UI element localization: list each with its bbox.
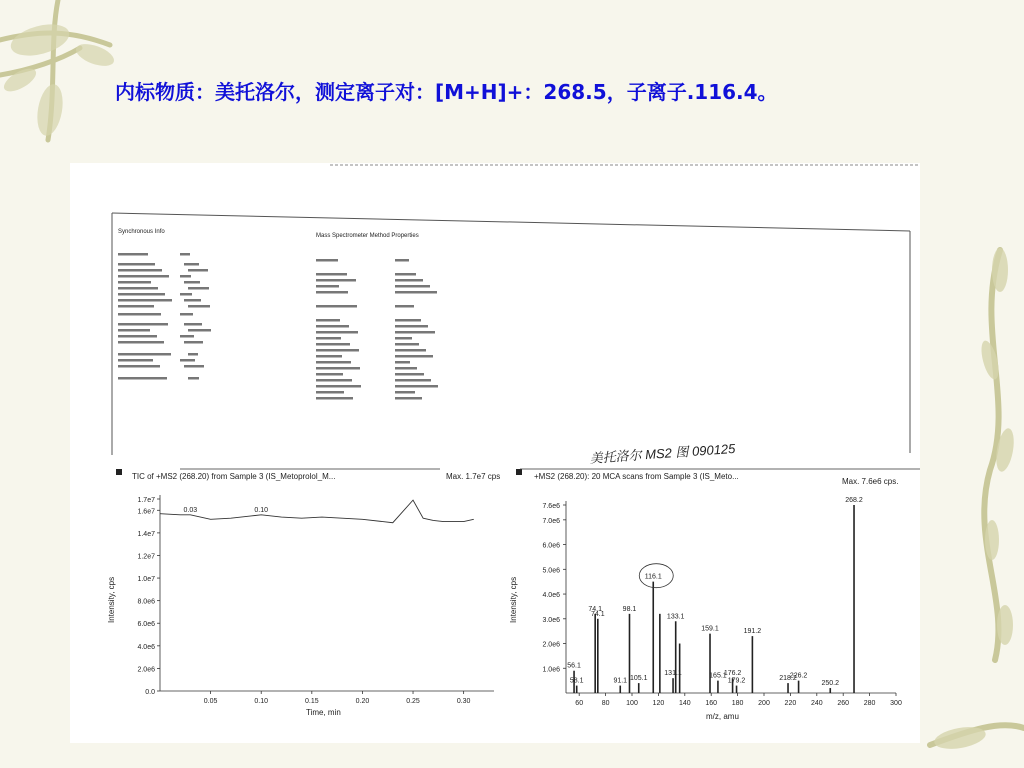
- scan-field-mark: [118, 269, 162, 272]
- scan-field-mark: [180, 313, 193, 316]
- ms2-y-axis-label: Intensity, cps: [509, 576, 518, 623]
- scan-field-mark: [118, 329, 150, 332]
- handwritten-note: 美托洛尔 MS2 图 090125: [589, 440, 736, 466]
- ms2-legend-marker: [516, 469, 522, 475]
- ms2-y-tick-label: 3.0e6: [542, 616, 560, 624]
- scan-field-mark: [184, 341, 203, 344]
- scan-field-rows: [118, 253, 438, 400]
- ms2-y-tick-label: 7.0e6: [542, 517, 560, 525]
- ms2-x-tick-label: 160: [705, 700, 718, 707]
- scan-field-mark: [316, 285, 339, 288]
- scan-field-mark: [316, 331, 358, 334]
- tic-x-tick-label: 0.20: [355, 698, 370, 705]
- scan-field-mark: [395, 291, 437, 294]
- ms2-peak-label: 105.1: [629, 675, 648, 683]
- scan-field-mark: [395, 355, 433, 358]
- scan-field-mark: [118, 359, 153, 362]
- ms2-x-tick-label: 260: [837, 700, 850, 707]
- scanned-report-image: [70, 163, 920, 743]
- scan-field-mark: [180, 335, 194, 338]
- scan-field-mark: [395, 305, 414, 308]
- ms2-peak-label: 91.1: [613, 677, 628, 685]
- ms2-y-tick-label: 6.0e6: [542, 542, 560, 550]
- scan-field-mark: [180, 293, 192, 296]
- scan-field-mark: [316, 361, 351, 364]
- scan-field-mark: [395, 349, 426, 352]
- tic-y-tick-label: 8.0e6: [137, 598, 155, 606]
- ms2-y-tick-label: 7.6e6: [542, 503, 560, 510]
- tic-x-tick-label: 0.30: [456, 698, 471, 705]
- scan-field-mark: [395, 361, 410, 364]
- scan-field-mark: [118, 281, 151, 284]
- ms2-peak-label: 179.2: [727, 677, 746, 685]
- scan-field-mark: [118, 275, 169, 278]
- scan-field-mark: [118, 323, 168, 326]
- scan-field-mark: [395, 331, 435, 334]
- ms2-x-tick-label: 240: [810, 700, 823, 707]
- scan-field-mark: [180, 359, 195, 362]
- scan-field-mark: [316, 397, 353, 400]
- scan-field-mark: [395, 285, 430, 288]
- tic-y-axis-label: Intensity, cps: [107, 576, 116, 623]
- scan-field-mark: [188, 287, 209, 290]
- tic-peak-label: 0.03: [183, 506, 198, 514]
- scan-field-mark: [118, 305, 154, 308]
- scan-field-mark: [188, 269, 208, 272]
- scan-header-right-title: Mass Spectrometer Method Properties: [316, 233, 419, 239]
- scan-field-mark: [316, 259, 338, 262]
- scan-field-mark: [316, 385, 361, 388]
- ms2-peak-label: 131.1: [664, 670, 682, 678]
- tic-y-tick-label: 1.4e7: [137, 530, 155, 538]
- scan-field-mark: [118, 335, 157, 338]
- ms2-x-tick-label: 180: [731, 700, 744, 707]
- scan-field-mark: [395, 337, 412, 340]
- ms2-peak-label: 268.2: [845, 497, 863, 504]
- scan-field-mark: [316, 325, 349, 328]
- scan-field-mark: [316, 379, 352, 382]
- tic-y-tick-label: 1.6e7: [137, 508, 155, 516]
- scan-field-mark: [316, 343, 350, 346]
- scan-field-mark: [118, 299, 172, 302]
- scan-field-mark: [316, 373, 343, 376]
- ms2-peak-label: 165.1: [709, 672, 727, 680]
- scan-field-mark: [316, 279, 356, 282]
- scan-field-mark: [395, 319, 421, 322]
- ms2-peak-label: 58.1: [569, 677, 584, 685]
- ms2-x-tick-label: 220: [784, 700, 797, 707]
- scan-field-mark: [184, 299, 201, 302]
- ms2-x-tick-label: 80: [601, 700, 610, 707]
- scan-field-mark: [180, 275, 191, 278]
- scan-field-mark: [188, 377, 199, 380]
- tic-y-tick-label: 6.0e6: [137, 621, 155, 629]
- scan-field-mark: [316, 305, 357, 308]
- scan-field-mark: [118, 353, 171, 356]
- tic-x-tick-label: 0.25: [406, 698, 420, 705]
- ms2-y-tick-label: 4.0e6: [542, 592, 560, 600]
- tic-peak-label: 0.10: [254, 506, 269, 514]
- tic-x-axis-label: Time, min: [306, 708, 341, 717]
- scan-field-mark: [316, 391, 344, 394]
- ms2-peak-label: 250.2: [821, 680, 840, 688]
- ms2-peak-label: 176.2: [723, 670, 742, 678]
- ms2-x-tick-label: 280: [863, 700, 876, 707]
- scan-field-mark: [316, 367, 360, 370]
- scan-field-mark: [118, 293, 165, 296]
- ms2-peak-label: 74.1: [590, 610, 605, 618]
- ms2-y-tick-label: 1.0e6: [542, 666, 560, 674]
- ms2-x-tick-label: 100: [626, 700, 638, 707]
- ms2-x-tick-label: 200: [758, 700, 770, 707]
- ms2-y-tick-label: 2.0e6: [542, 641, 560, 649]
- tic-y-tick-label: 4.0e6: [137, 643, 155, 651]
- scan-field-mark: [184, 323, 202, 326]
- ms2-x-axis-label: m/z, amu: [706, 712, 739, 721]
- scan-field-mark: [118, 377, 167, 380]
- tic-chart: [107, 469, 500, 717]
- scan-field-mark: [180, 253, 190, 256]
- scan-field-mark: [316, 319, 340, 322]
- scan-field-mark: [395, 373, 424, 376]
- tic-title: TIC of +MS2 (268.20) from Sample 3 (IS_Metoprolol_M...: [132, 472, 336, 481]
- scan-field-mark: [395, 279, 423, 282]
- ms2-x-tick-label: 60: [575, 700, 584, 707]
- scan-field-mark: [188, 329, 211, 332]
- ms2-peak-label: 191.2: [743, 628, 762, 636]
- ms2-peak-label: 74.1: [588, 605, 602, 613]
- tic-max-label: Max. 1.7e7 cps: [446, 472, 501, 481]
- scan-field-mark: [316, 337, 341, 340]
- scan-field-mark: [395, 259, 409, 262]
- scan-header-left-title: Synchronous Info: [118, 229, 165, 235]
- slide-title: 内标物质：美托洛尔，测定离子对：[M+H]+：268.5，子离子.116.4。: [115, 80, 778, 104]
- ms2-peak-label: 133.1: [666, 613, 685, 621]
- ms2-spectrum-chart: [509, 469, 920, 721]
- tic-series-line: [160, 500, 474, 523]
- scan-field-mark: [395, 273, 416, 276]
- tic-x-tick-label: 0.05: [203, 698, 218, 705]
- scan-field-mark: [188, 353, 198, 356]
- ms2-peak-label: 56.1: [567, 662, 581, 670]
- scan-field-mark: [395, 325, 428, 328]
- tic-x-tick-label: 0.10: [254, 698, 269, 705]
- ms2-title: +MS2 (268.20): 20 MCA scans from Sample 3 (IS_Meto...: [534, 472, 739, 481]
- tic-legend-marker: [116, 469, 122, 475]
- ms2-x-tick-label: 300: [890, 700, 902, 707]
- scan-field-mark: [118, 253, 148, 256]
- tic-y-tick-label: 0.0: [145, 689, 155, 696]
- scan-field-mark: [316, 273, 347, 276]
- scan-field-mark: [395, 379, 431, 382]
- scan-field-mark: [184, 365, 204, 368]
- scan-field-mark: [188, 305, 210, 308]
- ms2-peak-label: 116.1: [644, 573, 662, 581]
- tic-y-tick-label: 1.0e7: [137, 576, 155, 584]
- ms2-x-tick-label: 120: [652, 700, 665, 707]
- scan-field-mark: [395, 397, 422, 400]
- tic-y-tick-label: 1.7e7: [137, 497, 155, 504]
- scan-field-mark: [395, 391, 415, 394]
- ms2-peak-label: 159.1: [701, 625, 719, 633]
- scan-field-mark: [184, 281, 200, 284]
- scan-field-mark: [118, 341, 164, 344]
- scan-field-mark: [118, 365, 160, 368]
- scan-field-mark: [184, 263, 199, 266]
- tic-y-tick-label: 1.2e7: [137, 553, 155, 561]
- scan-field-mark: [118, 263, 155, 266]
- scan-field-mark: [118, 287, 158, 290]
- scan-field-mark: [395, 367, 417, 370]
- tic-x-tick-label: 0.15: [305, 698, 319, 705]
- scan-field-mark: [395, 385, 438, 388]
- ms2-max-label: Max. 7.6e6 cps.: [842, 477, 899, 486]
- ms2-y-tick-label: 5.0e6: [542, 567, 560, 575]
- ms2-peak-label: 226.2: [789, 672, 808, 680]
- scan-field-mark: [316, 355, 342, 358]
- tic-y-tick-label: 2.0e6: [137, 666, 155, 674]
- scan-field-mark: [395, 343, 419, 346]
- ms2-peak-label: 98.1: [622, 605, 637, 613]
- ms2-peak-label: 218.2: [779, 675, 797, 683]
- scan-field-mark: [316, 291, 348, 294]
- scan-field-mark: [118, 313, 161, 316]
- scan-field-mark: [316, 349, 359, 352]
- ms2-x-tick-label: 140: [678, 700, 691, 707]
